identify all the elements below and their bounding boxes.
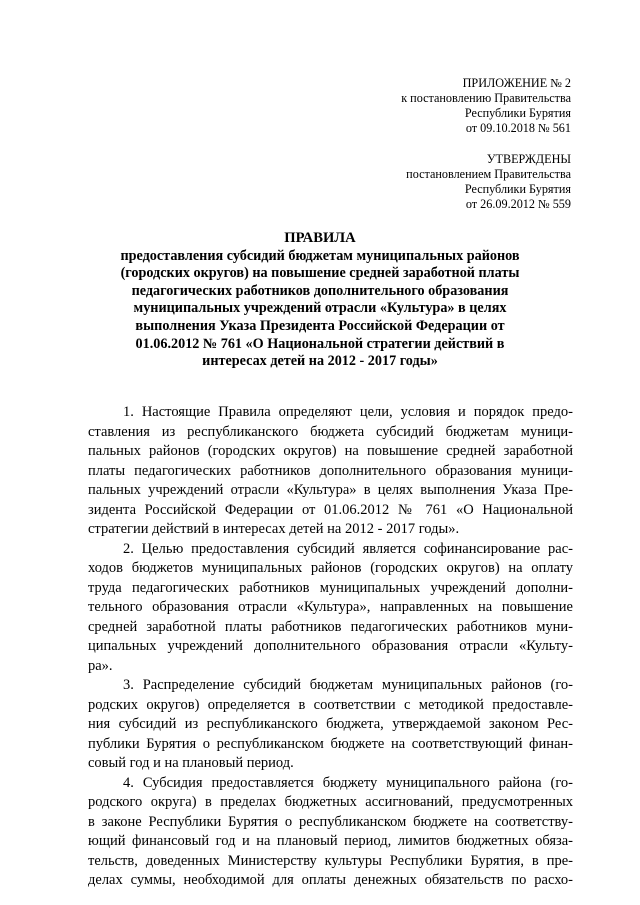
text-line: 4. Субсидия предоставляется бюджету муниципального района (го-	[123, 774, 573, 791]
text-line: стратегии действий в интересах детей на 2012 - 2017 годы».	[88, 521, 460, 537]
title-main: ПРАВИЛА	[284, 230, 356, 246]
paragraph-3	[88, 676, 573, 774]
text-line: публики Бурятия о республиканском бюджете на соответствующий финан-	[88, 735, 573, 752]
title-line: предоставления субсидий бюджетам муниципальных районов	[120, 247, 520, 264]
text-line: платы педагогических работников дополнительного образования муници-	[88, 462, 573, 479]
appendix-date: от 09.10.2018 № 561	[465, 121, 571, 135]
text-line: 2. Целью предоставления субсидий является софинансирование рас-	[123, 540, 573, 557]
paragraph-4	[88, 774, 573, 891]
title-line: интересах детей на 2012 - 2017 годы»	[202, 353, 438, 370]
title-line: выполнения Указа Президента Российской Федерации от	[135, 317, 505, 334]
appendix-header	[401, 76, 571, 136]
text-line: ходов бюджетов муниципальных районов (городских округов) на оплату	[88, 560, 573, 576]
text-line: ципальных учреждений дополнительного образования отрасли «Культу-	[88, 638, 573, 654]
paragraph-1	[88, 403, 573, 540]
title-line: (городских округов) на повышение средней заработной платы	[120, 265, 520, 282]
text-line: пальных районов (городских округов) на повышение средней заработной	[88, 443, 573, 459]
approved-date: от 26.09.2012 № 559	[465, 197, 571, 211]
text-line: пальных учреждений отрасли «Культура» в целях выполнения Указа Пре-	[88, 482, 573, 498]
text-line: тельного образования отрасли «Культура», направленных на повышение	[88, 599, 573, 615]
approved-republic: Республики Бурятия	[464, 182, 571, 196]
approved-reference: постановлением Правительства	[406, 167, 571, 181]
text-line: в законе Республики Бурятия о республиканском бюджете на соответству-	[88, 813, 573, 830]
text-line: труда педагогических работников муниципальных учреждений дополни-	[88, 579, 573, 596]
text-line: делах суммы, необходимой для оплаты денежных обязательств по расхо-	[88, 872, 573, 888]
title-line: педагогических работников дополнительного образования	[131, 282, 509, 299]
title-line: 01.06.2012 № 761 «О Национальной стратегии действий в	[135, 335, 505, 352]
text-line: ния субсидий из республиканского бюджета, утверждаемой законом Рес-	[88, 716, 573, 732]
appendix-reference: к постановлению Правительства	[401, 91, 571, 105]
text-line: 1. Настоящие Правила определяют цели, условия и порядок предо-	[123, 404, 573, 420]
text-line: 3. Распределение субсидий бюджетам муниципальных районов (го-	[123, 677, 573, 693]
text-line: средней заработной платы работников педагогических работников муни-	[88, 618, 573, 635]
document-body	[88, 403, 573, 891]
text-line: ющий финансовый год и на плановый период, лимитов бюджетных обяза-	[88, 833, 573, 849]
appendix-number: ПРИЛОЖЕНИЕ № 2	[462, 76, 571, 90]
document-title	[90, 230, 550, 371]
text-line: ра».	[88, 657, 113, 674]
text-line: совый год и на плановый период.	[88, 755, 294, 771]
text-line: ставления из республиканского бюджета субсидий бюджетам муници-	[88, 423, 573, 440]
appendix-republic: Республики Бурятия	[464, 106, 571, 120]
text-line: тельств, доведенных Министерству культуры Республики Бурятия, в пре-	[88, 852, 573, 869]
text-line: зидента Российской Федерации от 01.06.2012 № 761 «О Национальной	[88, 501, 573, 518]
approved-label: УТВЕРЖДЕНЫ	[486, 152, 571, 166]
approved-header	[406, 152, 571, 212]
title-line: муниципальных учреждений отрасли «Культура» в целях	[133, 300, 507, 317]
paragraph-2	[88, 540, 573, 677]
text-line: родского округа) в пределах бюджетных ассигнований, предусмотренных	[88, 794, 573, 810]
text-line: родских округов) определяется в соответствии с методикой предоставле-	[88, 696, 573, 713]
